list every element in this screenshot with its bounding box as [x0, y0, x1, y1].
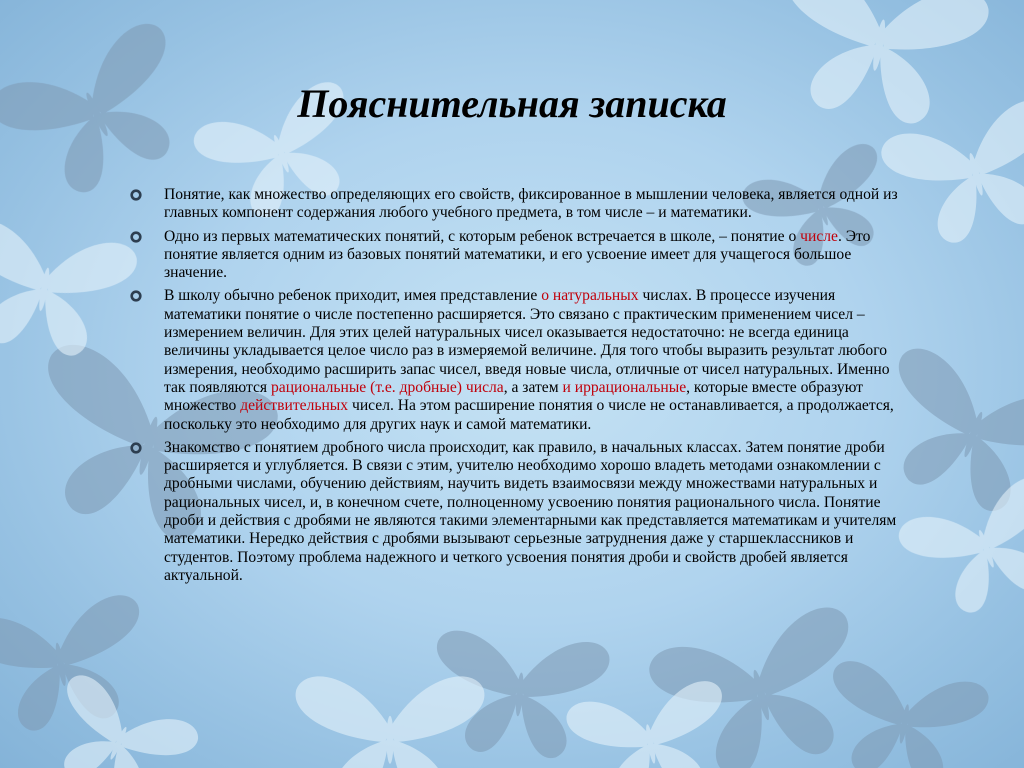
text-run: , которые вместе образуют множество: [164, 378, 863, 415]
text-run: Понятие, как множество определяющих его свойств, фиксированное в мышлении человека, является одной из главных компонент содержания любого учебного предмета, в том числе – и математики.: [164, 186, 898, 222]
highlighted-term: числе: [800, 227, 838, 245]
text-run: . Это понятие является одним из базовых понятий математики, и его усвоение имеет для учащегося большое значение.: [164, 227, 871, 282]
bullet-text: [164, 287, 900, 433]
highlighted-term: и иррациональные: [562, 378, 687, 396]
text-run: , а затем: [503, 378, 563, 396]
highlighted-term: рациональные (т.е. дробные) числа: [270, 378, 504, 396]
text-run: числах. В процессе изучения математики понятие о числе постепенно расширяется. Это связано с практическим применением чисел – измерением величин. Для этих целей натуральных чисел оказывается недостаточно: не всегда единица величины укладывается целое число раз в измеряемой величине. Для того чтобы выразить результат любого измерения, необходимо расширить запас чисел, введя новые числа, отличные от чисел натуральных. Именно так появляются: [164, 287, 890, 396]
highlighted-term: о натуральных: [541, 287, 639, 305]
circle-bullet-icon: [130, 442, 142, 454]
text-run: Знакомство с понятием дробного числа происходит, как правило, в начальных классах. Затем понятие дроби расширяется и углубляется. В связи с этим, учителю необходимо хорошо владеть методами ознакомлении с дробными числами, обучению действиям, научить видеть взаимосвязи между множествами натуральных и рациональных чисел, и, в конечном счете, полноценному усвоению понятия рационального числа. Понятие дроби и действия с дробями не являются такими элементарными как представляется математикам и учителям математики. Нередко действия с дробями вызывают серьезные затруднения даже у старшеклассников и студентов. Поэтому проблема надежного и четкого усвоения понятия дроби и свойств дробей является актуальной.: [164, 438, 897, 584]
slide-title: Пояснительная записка: [297, 81, 727, 126]
bullet-item: [130, 228, 900, 283]
text-run: Одно из первых математических понятий, с которым ребенок встречается в школе, – понятие о: [164, 227, 801, 245]
bullet-item: [130, 287, 900, 433]
circle-bullet-icon: [130, 290, 142, 302]
bullet-item: [130, 186, 900, 223]
highlighted-term: действительных: [240, 397, 349, 415]
bullet-list: [130, 186, 900, 590]
text-run: чисел. На этом расширение понятия о числе не останавливается, а продолжается, поскольку это необходимо для других наук и самой математики.: [164, 397, 894, 433]
bullet-item: [130, 439, 900, 585]
circle-bullet-icon: [130, 189, 142, 201]
bullet-text: [164, 439, 900, 585]
circle-bullet-icon: [130, 231, 142, 243]
bullet-text: [164, 228, 900, 283]
bullet-text: [164, 186, 900, 223]
text-run: В школу обычно ребенок приходит, имея представление: [164, 287, 542, 305]
